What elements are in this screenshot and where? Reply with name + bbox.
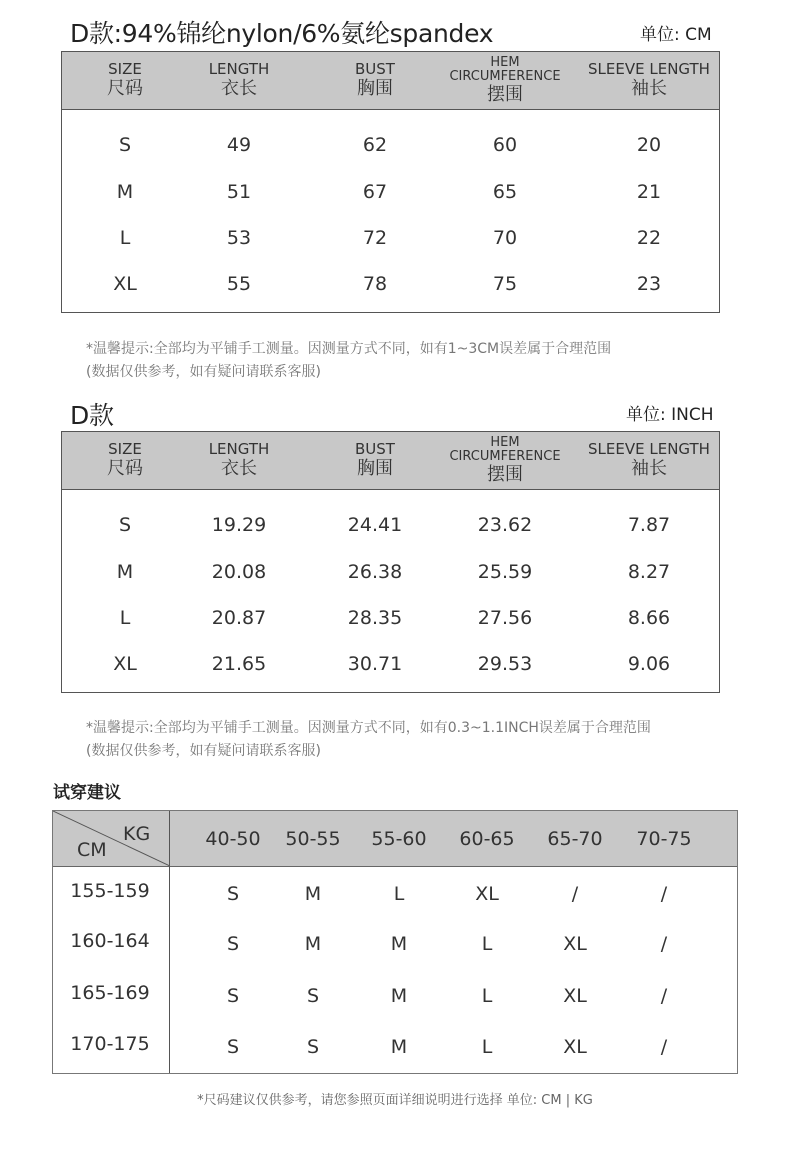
fit-table	[52, 810, 738, 1074]
corner-kg-label: KG	[123, 823, 151, 845]
cm-header-2	[355, 52, 395, 109]
inch-size-table	[61, 431, 720, 693]
inch-cell: 20.08	[211, 561, 267, 583]
cm-note-line2: (数据仅供参考，如有疑问请联系客服)	[86, 364, 321, 380]
inch-cell: 20.87	[211, 607, 267, 629]
height-row-label: 160-164	[70, 930, 150, 952]
inch-header-zh: 胸围	[357, 458, 393, 479]
cm-header-en: SIZE	[108, 60, 142, 78]
weight-col-header: 70-75	[636, 828, 692, 850]
fit-size-cell: /	[660, 985, 668, 1007]
inch-header-en: LENGTH	[208, 440, 270, 458]
cm-section-title: D款:94%锦纶nylon/6%氨纶spandex	[70, 19, 494, 48]
cm-header-4	[588, 52, 710, 109]
inch-header-zh: 衣长	[221, 458, 257, 479]
cm-cell: S	[118, 134, 132, 156]
cm-cell: 20	[636, 134, 662, 156]
fit-size-cell: S	[226, 883, 240, 905]
cm-header-1	[209, 52, 270, 109]
inch-header-zh: 摆围	[487, 463, 523, 485]
cm-header-zh: 摆围	[487, 83, 523, 105]
fit-size-cell: L	[393, 883, 405, 905]
inch-cell: 7.87	[627, 514, 671, 536]
inch-header-0	[107, 432, 143, 489]
cm-header-en: LENGTH	[208, 60, 270, 78]
fit-footnote: *尺码建议仅供参考，请您参照页面详细说明进行选择 单位: CM | KG	[197, 1093, 593, 1108]
inch-header-3	[449, 432, 560, 489]
inch-cell: XL	[113, 653, 137, 675]
cm-cell: 22	[636, 227, 662, 249]
fit-size-cell: /	[660, 933, 668, 955]
height-row-label: 165-169	[70, 982, 150, 1004]
cm-header-en: BUST	[355, 60, 395, 78]
inch-cell: 9.06	[627, 653, 671, 675]
weight-col-header: 50-55	[285, 828, 341, 850]
cm-size-table	[61, 51, 720, 313]
inch-cell: L	[119, 607, 131, 629]
fit-size-cell: XL	[563, 933, 587, 955]
inch-note	[86, 717, 651, 763]
fit-size-cell: M	[390, 933, 408, 955]
cm-cell: M	[116, 181, 134, 203]
inch-header-en: HEM CIRCUMFERENCE	[449, 434, 561, 464]
cm-cell: L	[119, 227, 131, 249]
fit-size-cell: L	[481, 933, 493, 955]
inch-cell: 28.35	[347, 607, 403, 629]
cm-cell: 51	[226, 181, 252, 203]
inch-header-en: SLEEVE LENGTH	[588, 440, 710, 458]
cm-cell: 75	[492, 273, 518, 295]
inch-header-zh: 袖长	[631, 458, 667, 479]
inch-cell: 21.65	[211, 653, 267, 675]
cm-header-zh: 衣长	[221, 78, 257, 99]
fit-size-cell: S	[226, 985, 240, 1007]
inch-cell: 8.27	[627, 561, 671, 583]
cm-header-zh: 胸围	[357, 78, 393, 99]
inch-cell: 8.66	[627, 607, 671, 629]
fit-size-cell: S	[306, 1036, 320, 1058]
inch-cell: 26.38	[347, 561, 403, 583]
fit-size-cell: M	[390, 985, 408, 1007]
cm-unit-label: 单位: CM	[640, 25, 712, 45]
fit-table-divider	[169, 811, 170, 1073]
weight-col-header: 40-50	[205, 828, 261, 850]
fit-size-cell: /	[660, 1036, 668, 1058]
corner-diagonal	[53, 811, 170, 866]
cm-cell: 53	[226, 227, 252, 249]
weight-col-header: 65-70	[547, 828, 603, 850]
fit-size-cell: M	[304, 933, 322, 955]
cm-cell: 70	[492, 227, 518, 249]
inch-cell: S	[118, 514, 132, 536]
inch-cell: 25.59	[477, 561, 533, 583]
inch-note-line1: *温馨提示:全部均为平铺手工测量。因测量方式不同，如有0.3~1.1INCH误差属于合理范围	[86, 720, 651, 736]
cm-header-zh: 袖长	[631, 78, 667, 99]
fit-size-cell: XL	[563, 985, 587, 1007]
weight-col-header: 60-65	[459, 828, 515, 850]
inch-unit-label: 单位: INCH	[626, 405, 714, 425]
fit-size-cell: XL	[563, 1036, 587, 1058]
fit-size-cell: S	[226, 1036, 240, 1058]
cm-cell: 55	[226, 273, 252, 295]
fit-size-cell: S	[306, 985, 320, 1007]
cm-header-en: HEM CIRCUMFERENCE	[449, 54, 561, 84]
fit-size-cell: L	[481, 1036, 493, 1058]
inch-header-2	[355, 432, 395, 489]
inch-header-zh: 尺码	[107, 458, 143, 479]
cm-header-0	[107, 52, 143, 109]
inch-cell: 29.53	[477, 653, 533, 675]
cm-cell: 72	[362, 227, 388, 249]
cm-cell: 23	[636, 273, 662, 295]
cm-cell: XL	[113, 273, 137, 295]
fit-size-cell: /	[660, 883, 668, 905]
inch-cell: 27.56	[477, 607, 533, 629]
inch-note-line2: (数据仅供参考，如有疑问请联系客服)	[86, 743, 321, 759]
cm-header-3	[449, 52, 560, 109]
inch-cell: M	[116, 561, 134, 583]
cm-note	[86, 338, 611, 384]
inch-section-title: D款	[70, 401, 114, 430]
cm-header-zh: 尺码	[107, 78, 143, 99]
cm-table-header	[62, 52, 719, 110]
inch-header-en: SIZE	[108, 440, 142, 458]
fit-size-cell: XL	[475, 883, 499, 905]
cm-note-line1: *温馨提示:全部均为平铺手工测量。因测量方式不同，如有1~3CM误差属于合理范围	[86, 341, 612, 357]
cm-cell: 67	[362, 181, 388, 203]
fit-size-cell: L	[481, 985, 493, 1007]
cm-cell: 49	[226, 134, 252, 156]
fit-size-cell: M	[390, 1036, 408, 1058]
inch-cell: 23.62	[477, 514, 533, 536]
height-row-label: 155-159	[70, 880, 150, 902]
cm-cell: 21	[636, 181, 662, 203]
cm-cell: 60	[492, 134, 518, 156]
inch-cell: 30.71	[347, 653, 403, 675]
fit-size-cell: S	[226, 933, 240, 955]
inch-cell: 24.41	[347, 514, 403, 536]
cm-cell: 65	[492, 181, 518, 203]
inch-header-en: BUST	[355, 440, 395, 458]
cm-cell: 62	[362, 134, 388, 156]
inch-header-4	[588, 432, 710, 489]
inch-table-header	[62, 432, 719, 490]
fit-size-cell: M	[304, 883, 322, 905]
height-row-label: 170-175	[70, 1033, 150, 1055]
weight-col-header: 55-60	[371, 828, 427, 850]
corner-cm-label: CM	[77, 839, 107, 861]
cm-cell: 78	[362, 273, 388, 295]
fit-size-cell: /	[571, 883, 579, 905]
inch-cell: 19.29	[211, 514, 267, 536]
inch-header-1	[209, 432, 270, 489]
cm-header-en: SLEEVE LENGTH	[588, 60, 710, 78]
fit-section-title: 试穿建议	[53, 783, 121, 803]
